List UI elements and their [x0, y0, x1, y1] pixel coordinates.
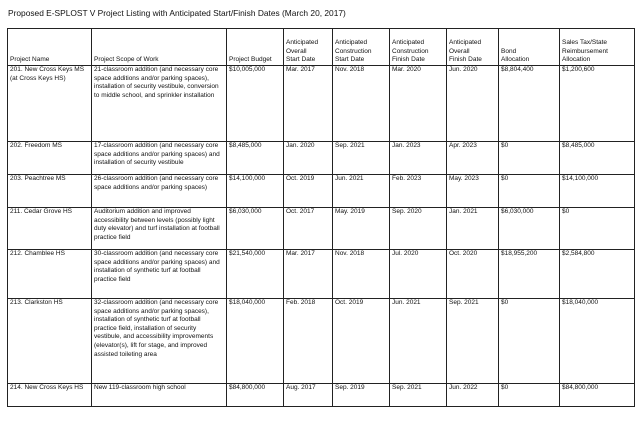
- table-row: [8, 299, 635, 384]
- cell-construction-finish: Feb. 2023: [390, 175, 447, 208]
- cell-construction-finish: Jun. 2021: [390, 299, 447, 384]
- cell-overall-start: Oct. 2017: [284, 208, 333, 250]
- cell-construction-start: Sep. 2021: [333, 142, 390, 175]
- cell-bond: $0: [499, 384, 560, 407]
- cell-construction-finish: Sep. 2020: [390, 208, 447, 250]
- cell-sales-tax: $8,485,000: [560, 142, 635, 175]
- cell-bond: $6,030,000: [499, 208, 560, 250]
- cell-bond: $0: [499, 299, 560, 384]
- header-construction-start: Anticipated Construction Start Date: [333, 29, 390, 66]
- cell-sales-tax: $14,100,000: [560, 175, 635, 208]
- cell-construction-start: May. 2019: [333, 208, 390, 250]
- table-row: [8, 384, 635, 407]
- cell-overall-finish: Jun. 2020: [447, 66, 499, 142]
- cell-overall-start: Mar. 2017: [284, 250, 333, 299]
- cell-budget: $10,005,000: [227, 66, 284, 142]
- cell-construction-start: Jun. 2021: [333, 175, 390, 208]
- cell-overall-finish: Oct. 2020: [447, 250, 499, 299]
- cell-project-name: 203. Peachtree MS: [8, 175, 92, 208]
- header-overall-start: Anticipated Overall Start Date: [284, 29, 333, 66]
- cell-construction-start: Sep. 2019: [333, 384, 390, 407]
- project-table: [7, 28, 635, 407]
- header-project-name: Project Name: [8, 29, 92, 66]
- table-header-row: [8, 29, 635, 66]
- cell-overall-start: Oct. 2019: [284, 175, 333, 208]
- cell-budget: $8,485,000: [227, 142, 284, 175]
- cell-scope: 32-classroom addition (and necessary core space additions and/or parking spaces), installation of synthetic turf at football practice field, installation of security vestibule, and accessibility improvements (elevator(s), lift for stage, and improved assisted toileting area: [92, 299, 227, 384]
- table-row: [8, 175, 635, 208]
- header-scope-of-work: Project Scope of Work: [92, 29, 227, 66]
- cell-bond: $0: [499, 175, 560, 208]
- cell-scope: Auditorium addition and improved accessibility between levels (possibly light duty elevator) and turf installation at football practice field: [92, 208, 227, 250]
- cell-scope: 26-classroom addition (and necessary core space additions and/or parking spaces): [92, 175, 227, 208]
- document-title: Proposed E-SPLOST V Project Listing with Anticipated Start/Finish Dates (March 20, 2017): [8, 8, 346, 18]
- cell-construction-start: Nov. 2018: [333, 250, 390, 299]
- header-project-budget: Project Budget: [227, 29, 284, 66]
- cell-bond: $0: [499, 142, 560, 175]
- cell-construction-finish: Jan. 2023: [390, 142, 447, 175]
- cell-budget: $21,540,000: [227, 250, 284, 299]
- header-construction-finish: Anticipated Construction Finish Date: [390, 29, 447, 66]
- cell-overall-start: Aug. 2017: [284, 384, 333, 407]
- cell-scope: 30-classroom addition (and necessary core space additions and/or parking spaces) and installation of synthetic turf at football practice field: [92, 250, 227, 299]
- cell-sales-tax: $84,800,000: [560, 384, 635, 407]
- cell-budget: $18,040,000: [227, 299, 284, 384]
- cell-project-name: 213. Clarkston HS: [8, 299, 92, 384]
- cell-overall-finish: Jun. 2022: [447, 384, 499, 407]
- cell-project-name: 214. New Cross Keys HS: [8, 384, 92, 407]
- cell-budget: $6,030,000: [227, 208, 284, 250]
- cell-overall-finish: Sep. 2021: [447, 299, 499, 384]
- cell-construction-finish: Sep. 2021: [390, 384, 447, 407]
- cell-budget: $14,100,000: [227, 175, 284, 208]
- cell-sales-tax: $1,200,600: [560, 66, 635, 142]
- header-sales-tax-allocation: Sales Tax/State Reimbursement Allocation: [560, 29, 635, 66]
- cell-scope: New 119-classroom high school: [92, 384, 227, 407]
- cell-overall-finish: May. 2023: [447, 175, 499, 208]
- cell-construction-start: Nov. 2018: [333, 66, 390, 142]
- cell-sales-tax: $2,584,800: [560, 250, 635, 299]
- cell-construction-finish: Mar. 2020: [390, 66, 447, 142]
- cell-overall-finish: Jan. 2021: [447, 208, 499, 250]
- table-row: [8, 250, 635, 299]
- cell-sales-tax: $0: [560, 208, 635, 250]
- cell-overall-start: Mar. 2017: [284, 66, 333, 142]
- cell-project-name: 211. Cedar Grove HS: [8, 208, 92, 250]
- cell-project-name: 212. Chamblee HS: [8, 250, 92, 299]
- cell-project-name: 201. New Cross Keys MS (at Cross Keys HS): [8, 66, 92, 142]
- table-row: [8, 142, 635, 175]
- cell-sales-tax: $18,040,000: [560, 299, 635, 384]
- cell-project-name: 202. Freedom MS: [8, 142, 92, 175]
- cell-construction-finish: Jul. 2020: [390, 250, 447, 299]
- cell-construction-start: Oct. 2019: [333, 299, 390, 384]
- cell-budget: $84,800,000: [227, 384, 284, 407]
- cell-bond: $18,955,200: [499, 250, 560, 299]
- table-row: [8, 66, 635, 142]
- cell-overall-finish: Apr. 2023: [447, 142, 499, 175]
- cell-bond: $8,804,400: [499, 66, 560, 142]
- cell-overall-start: Jan. 2020: [284, 142, 333, 175]
- header-overall-finish: Anticipated Overall Finish Date: [447, 29, 499, 66]
- cell-scope: 17-classroom addition (and necessary core space additions and/or parking spaces) and installation of security vestibule: [92, 142, 227, 175]
- cell-scope: 21-classroom addition (and necessary core space additions and/or parking spaces), installation of security vestibule, conversion to middle school, and sprinkler installation: [92, 66, 227, 142]
- cell-overall-start: Feb. 2018: [284, 299, 333, 384]
- header-bond-allocation: Bond Allocation: [499, 29, 560, 66]
- table-row: [8, 208, 635, 250]
